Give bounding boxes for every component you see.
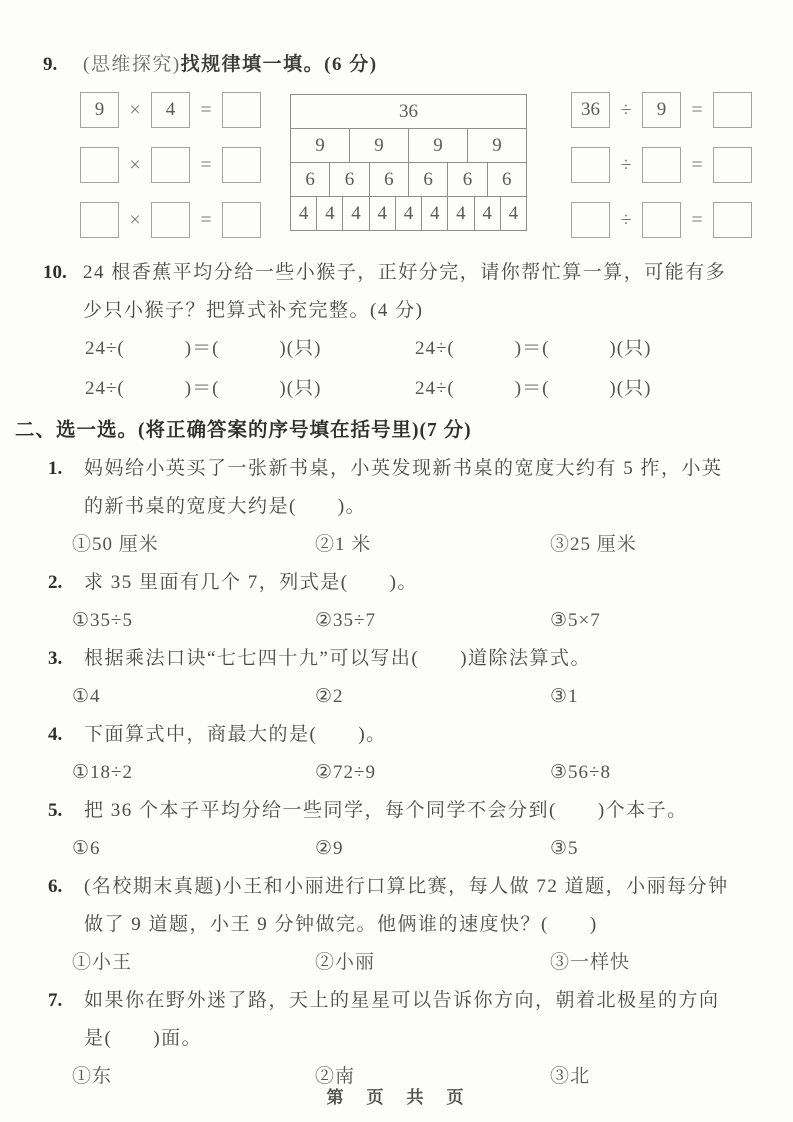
table-cell: 4 [447,197,473,230]
question-9-title [83,46,763,84]
choice-question-1 [15,450,763,564]
option-2: ②35÷7 [315,610,376,631]
question-9 [15,46,763,244]
question-number: 2. [48,572,63,593]
answer-box [222,92,261,128]
table-cell: 4 [369,197,395,230]
operand-box [571,147,610,183]
times-sign: × [129,98,141,121]
divide-sign: ÷ [620,153,632,176]
option-1: ①35÷5 [72,610,133,631]
mult-equation-row [80,92,261,128]
table-cell: 9 [315,134,325,156]
operand-box [80,147,119,183]
option-2: ②9 [315,838,344,859]
operand-box [80,202,119,238]
answer-box [713,147,752,183]
multiplication-column [80,92,261,238]
option-3: ③56÷8 [550,762,611,783]
table-row-4s [291,196,526,230]
question-9-title-text: 找规律填一填。(6 分) [180,54,378,75]
operand-box [151,147,190,183]
table-row-6s [291,162,526,196]
choice-question-6 [15,868,763,982]
question-stem-line1: 把 36 个本子平均分给一些同学，每个同学不会分到( )个本子。 [84,800,688,821]
operand-box: 4 [151,92,190,128]
table-cell: 4 [395,197,421,230]
table-cell: 6 [408,163,447,196]
option-3: ③北 [550,1066,591,1087]
option-1: ①东 [72,1066,113,1087]
option-2: ②1 米 [315,534,372,555]
option-3: ③一样快 [550,952,631,973]
options-row [72,830,763,868]
options-row [72,526,763,564]
operand-box: 36 [571,92,610,128]
question-stem-line1: 如果你在野外迷了路，天上的星星可以告诉你方向，朝着北极星的方向 [84,990,720,1011]
choice-question-7 [15,982,763,1096]
choice-question-2 [15,564,763,640]
table-cell: 9 [467,129,526,162]
table-cell: 6 [305,168,315,190]
choice-question-3 [15,640,763,716]
option-2: ②72÷9 [315,762,376,783]
question-number: 1. [48,458,63,479]
div-equation-row [571,202,752,238]
options-row [72,678,763,716]
table-row-36 [291,95,526,128]
table-cell: 6 [487,163,526,196]
section-2-header: 二、选一选。(将正确答案的序号填在括号里)(7 分) [15,420,472,441]
division-column [571,92,752,238]
option-3: ③1 [550,686,579,707]
operand-box [151,202,190,238]
divide-sign: ÷ [620,208,632,231]
question-stem-line1: 下面算式中，商最大的是( )。 [84,724,387,745]
question-number: 5. [48,800,63,821]
fill-in-equation: 24÷( )＝( )(只) [415,378,652,399]
question-10 [15,254,763,408]
operand-box: 9 [642,92,681,128]
operand-box [642,202,681,238]
question-9-diagram [15,92,763,244]
times-sign: × [129,208,141,231]
operand-box: 9 [80,92,119,128]
equals-sign: = [200,153,212,176]
operand-box [571,202,610,238]
question-10-stem-line1: 24 根香蕉平均分给一些小猴子，正好分完，请你帮忙算一算，可能有多 [83,262,727,283]
table-cell: 4 [421,197,447,230]
fill-in-equation: 24÷( )＝( )(只) [85,378,322,399]
question-10-equations [85,330,763,408]
choice-question-4 [15,716,763,792]
operand-box [642,147,681,183]
option-1: ①18÷2 [72,762,133,783]
table-cell: 9 [349,129,408,162]
table-cell: 4 [342,197,368,230]
table-cell: 4 [298,202,309,224]
table-cell: 36 [399,100,418,122]
option-1: ①6 [72,838,101,859]
answer-box [222,202,261,238]
equals-sign: = [200,208,212,231]
options-row [72,754,763,792]
option-1: ①小王 [72,952,133,973]
equals-sign: = [691,153,703,176]
question-stem-line1: 根据乘法口诀“七七四十九”可以写出( )道除法算式。 [84,648,592,669]
answer-box [222,147,261,183]
option-2: ②小丽 [315,952,376,973]
option-2: ②南 [315,1066,356,1087]
option-3: ③5×7 [550,610,601,631]
table-cell: 6 [447,163,486,196]
option-2: ②2 [315,686,344,707]
question-number: 3. [48,648,63,669]
question-10-header [15,254,763,292]
page-footer: 第 页 共 页 [326,1088,467,1107]
question-number: 4. [48,724,63,745]
option-1: ①50 厘米 [72,534,159,555]
question-9-number: 9. [43,54,58,75]
question-stem-line2: 做了 9 道题，小王 9 分钟做完。他俩谁的速度快？( ) [84,914,598,935]
question-number: 6. [48,876,63,897]
number-decomposition-table [290,94,527,231]
table-row-9s [291,128,526,162]
table-cell: 4 [316,197,342,230]
answer-box [713,202,752,238]
answer-box [713,92,752,128]
option-3: ③25 厘米 [550,534,637,555]
table-cell: 4 [500,197,526,230]
fill-in-equation: 24÷( )＝( )(只) [415,338,652,359]
options-row [72,944,763,982]
equals-sign: = [200,98,212,121]
div-equation-row [571,147,752,183]
table-cell: 9 [408,129,467,162]
table-cell: 6 [329,163,368,196]
equals-sign: = [691,98,703,121]
mult-equation-row [80,202,261,238]
question-stem-line1: 妈妈给小英买了一张新书桌，小英发现新书桌的宽度大约有 5 拃，小英 [84,458,723,479]
question-number: 7. [48,990,63,1011]
div-equation-row [571,92,752,128]
divide-sign: ÷ [620,98,632,121]
option-1: ①4 [72,686,101,707]
equals-sign: = [691,208,703,231]
question-stem-line1: (名校期末真题)小王和小丽进行口算比赛，每人做 72 道题，小丽每分钟 [84,876,729,897]
question-10-stem-line2: 少只小猴子？把算式补充完整。(4 分) [83,300,424,321]
question-stem-line2: 是( )面。 [84,1028,203,1049]
times-sign: × [129,153,141,176]
question-stem-line1: 求 35 里面有几个 7，列式是( )。 [84,572,418,593]
question-stem-line2: 的新书桌的宽度大约是( )。 [84,496,367,517]
table-cell: 6 [369,163,408,196]
mult-equation-row [80,147,261,183]
fill-in-equation: 24÷( )＝( )(只) [85,338,322,359]
question-10-number: 10. [43,262,67,283]
options-row [72,602,763,640]
question-9-header [15,46,763,84]
choice-question-5 [15,792,763,868]
option-3: ③5 [550,838,579,859]
table-cell: 4 [474,197,500,230]
question-9-tag: (思维探究) [83,54,181,75]
